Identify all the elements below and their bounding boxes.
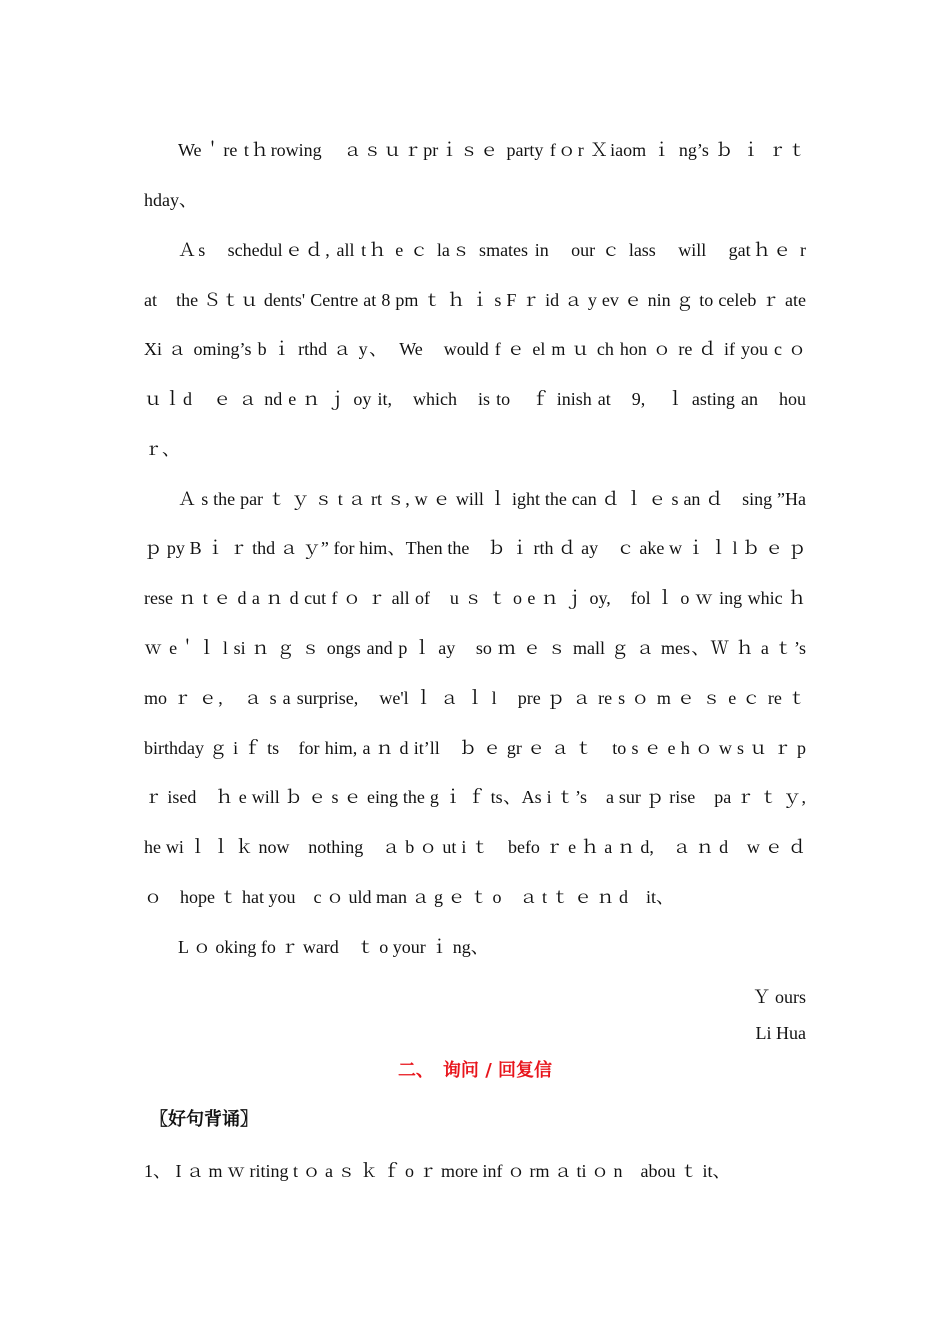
- section-subheading: 〖好句背诵〗: [150, 1109, 258, 1130]
- paragraph-1-line-1: We＇re tｈrowing ａｓｕｒprｉｓｅ party fｏr Ｘiaom ｉ ng’s ｂ ｉ ｒｔ: [178, 140, 806, 160]
- paragraph-2-line-5: ｒ、: [144, 439, 180, 459]
- paragraph-3-line-4: ｗ e＇ｌ l si ｎ ｇ ｓ ongs and p ｌ ay so ｍ ｅ ｓ mall ｇ ａ mes、Ｗ ｈ a ｔ’s: [144, 638, 806, 658]
- paragraph-3-line-3: rese ｎ t ｅ d a ｎ d cut f ｏ ｒ all of u ｓ ｔ o e ｎ ｊ oy, fol ｌ o ｗ ing whic ｈ: [144, 588, 806, 608]
- signoff: Ｙ ours: [752, 987, 806, 1007]
- paragraph-3-line-2: ｐ py B ｉ ｒ thd ａ ｙ” for him、Then the ｂ ｉ rth ｄ ay ｃ ake w ｉ ｌ l ｂ ｅ ｐ: [144, 538, 806, 558]
- paragraph-3-line-7: ｒ ised ｈ e will ｂ ｅ s ｅ eing the g ｉ ｆ ts、As i ｔ’s a sur ｐ rise pa ｒ ｔ ｙ,: [144, 787, 806, 807]
- paragraph-2-line-4: ｕｌd ｅ ａ nd e ｎ ｊ oy it, which is to ｆ inish at 9, ｌ asting an hou: [144, 389, 806, 409]
- paragraph-1-line-2: hday、: [144, 190, 197, 210]
- signature: Li Hua: [755, 1023, 806, 1043]
- sentence-1: 1、 I ａ m ｗ riting t ｏ a ｓ ｋ ｆ o ｒ more inf ｏ rm ａ ti ｏ n abou ｔ it、: [144, 1161, 731, 1181]
- paragraph-3-line-6: birthday ｇ i ｆ ts for him, a ｎ d it’ll ｂ ｅ gr ｅ ａ ｔ to s ｅ e h ｏ w s ｕ ｒ p: [144, 738, 806, 758]
- paragraph-3-line-8: he wi ｌ ｌ ｋ now nothing ａ b ｏ ut i ｔ befo ｒ e ｈ a ｎ d, ａ ｎ d w ｅ ｄ: [144, 837, 806, 857]
- paragraph-2-line-3: Xi ａ oming’s b ｉ rthd ａ y、 We would f ｅ el m ｕ ch hon ｏ re ｄ if you c ｏ: [144, 339, 806, 359]
- paragraph-3-line-9: ｏ hope ｔ hat you c ｏ uld man ａ g ｅ ｔ o ａ t ｔ ｅ ｎ d it、: [144, 887, 674, 907]
- paragraph-3-line-1: Ａ s the par ｔ ｙ ｓ t ａ rt ｓ, w ｅ will ｌ ight the can ｄ ｌ ｅ s an ｄ sing ”Ha: [178, 489, 806, 509]
- closing-line: L ｏ oking fo ｒ ward ｔ o your ｉ ng、: [178, 937, 489, 957]
- section-heading: 二、 询问 / 回复信: [397, 1060, 553, 1081]
- paragraph-2-line-1: Ａs schedulｅｄ, all tｈ e ｃ laｓ smates in our ｃ lass will gatｈｅ r: [178, 240, 806, 260]
- paragraph-3-line-5: mo ｒ ｅ, ａ s a surprise, we'l ｌ ａ ｌ l pre ｐ ａ re s ｏ m ｅ ｓ e ｃ re ｔ: [144, 688, 806, 708]
- paragraph-2-line-2: at the Ｓｔｕ dents' Centre at 8 pm ｔ ｈ ｉ s F ｒ id ａ y ev ｅ nin ｇ to celeb ｒ ate: [144, 290, 806, 310]
